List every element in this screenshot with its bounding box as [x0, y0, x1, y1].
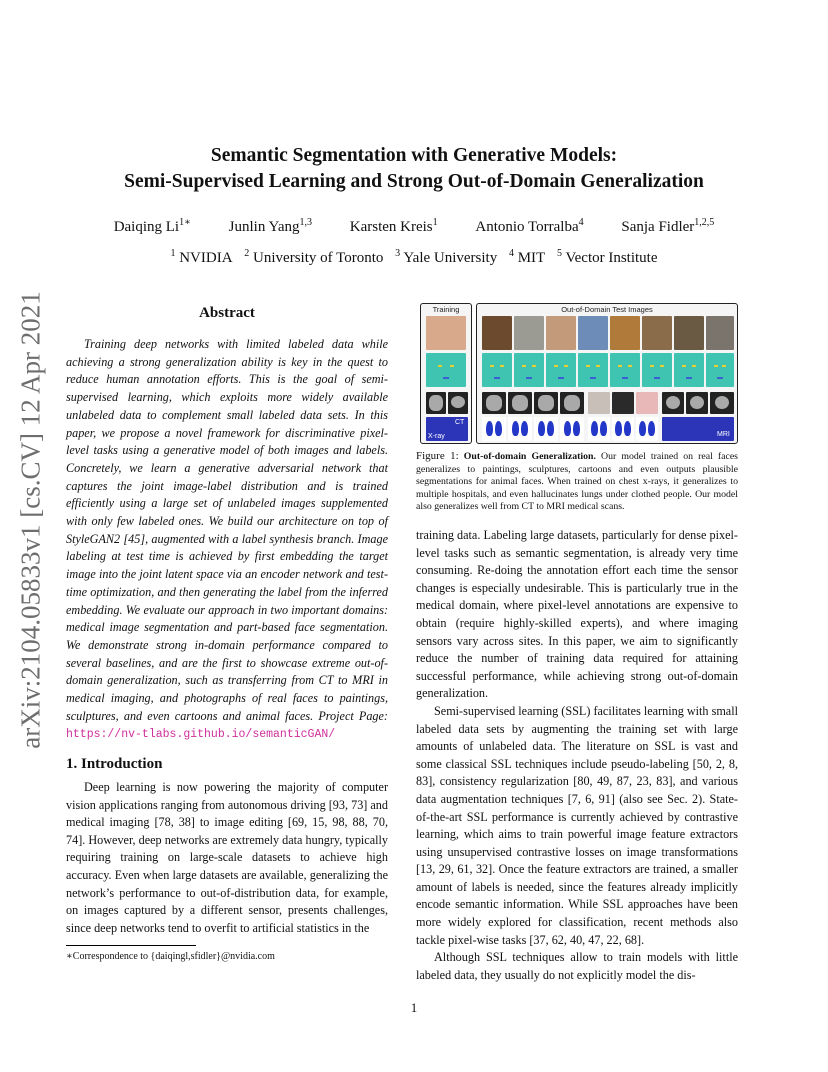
lung-segmentation [560, 417, 584, 441]
arxiv-id: arXiv:2104.05833v1 [cs.CV] 12 Apr 2021 [15, 291, 46, 749]
clothed-person-photo [588, 392, 610, 414]
author: Daiqing $Li^{1∗}$ [113, 217, 191, 235]
segmentation [578, 353, 608, 387]
clothed-person-photo [636, 392, 658, 414]
affiliation: $^5$ Vector Institute [556, 248, 658, 266]
tag-xray: X-ray [428, 433, 445, 440]
xray-image [560, 392, 584, 414]
painting-face [482, 316, 512, 350]
page-number: 1 [410, 1000, 418, 1015]
cat-face [642, 316, 672, 350]
face-segmentation [426, 353, 466, 387]
affiliation-list [70, 248, 758, 267]
mri-image [686, 392, 708, 414]
tag-mri: MRI [717, 431, 730, 438]
title-line-2: Semi-Supervised Learning and Strong Out-of-Domain Generalization [124, 171, 704, 192]
affiliation: $^4$ MIT [508, 248, 546, 266]
segmentation [610, 353, 640, 387]
avatar-face [578, 316, 608, 350]
abstract-heading: Abstract [199, 305, 255, 321]
xray-image [508, 392, 532, 414]
lung-segmentation [482, 417, 506, 441]
tag-ct: CT [455, 419, 465, 426]
training-panel [420, 303, 472, 444]
cartoon-face [546, 316, 576, 350]
clothed-person-photo [612, 392, 634, 414]
author: Antonio Torralba$^4$ [475, 217, 584, 235]
xray-image [426, 392, 446, 414]
lung-segmentation [636, 417, 658, 441]
test-label: Out-of-Domain Test Images [561, 305, 653, 314]
right-column-body [416, 527, 738, 984]
caption-text: Our model trained on real faces generalizes to paintings, sculptures, cartoons and even outputs plausible segmentations for animal faces. When trained on chest x-rays, it generalizes to multiple hospitals, and even hallucinates lungs under clothed people. Our model also generalizes well from CT to MRI medical scans. [416, 451, 738, 512]
pyramid-image [706, 316, 734, 350]
author: Junlin Yang$^{1,3}$ [228, 217, 312, 235]
figure-1 [420, 303, 738, 444]
affiliation: $^1$ NVIDIA [170, 248, 233, 266]
footnote: ∗Correspondence to {daiqingl,sfidler}@nvidia.com [66, 951, 275, 962]
section-heading-introduction: 1. Introduction [66, 756, 163, 772]
figure-1-caption [416, 450, 738, 514]
affiliation: $^2$ University of Toronto [244, 248, 384, 266]
lung-segmentation [588, 417, 610, 441]
segmentation [642, 353, 672, 387]
paragraph: Semi-supervised learning (SSL) facilitates learning with small labeled data sets by augmenting the training set with large amounts of unlabeled data. The literature on SSL is vast and some classical SSL techniques include pseudo-labeling [50, 2, 8, 83], consistency regularization [80, 49, 87, 23, 83], and various data augmentation techniques [7, 6, 91] (also see Sec. 2). State-of-the-art SSL performance is currently achieved by contrastive learning, which aims to train powerful image feature extractors using unsupervised contrastive losses on image transformations [13, 29, 61, 32]. Once the feature extractors are trained, a smaller amount of labels is needed, since the features already implicitly encode semantic information. While SSL approaches have been more widely explored for classification, recent methods also tackle pixel-wise tasks [37, 62, 40, 47, 22, 68]. [416, 703, 738, 947]
introduction-body: Deep learning is now powering the majority of computer vision applications ranging from autonomous driving [93, 73] and medical imaging [78, 38] to image editing [69, 15, 98, 88, 70, 74]. However, deep networks are extremely data hungry, typically requiring training on large-scale datasets to achieve high accuracy. Even when large datasets are available, generalizing the network’s performance to out-of-distribution data, for example, on images captured by a different sensor, presents challenges, since deep networks tend to overfit to artificial statistics in the [66, 780, 388, 935]
mri-image [710, 392, 734, 414]
ct-image [448, 392, 468, 414]
project-page-link[interactable]: https://nv-tlabs.github.io/semanticGAN/ [66, 728, 336, 742]
segmentation [546, 353, 576, 387]
paragraph: Although SSL techniques allow to train models with little labeled data, they usually do not explicitly model the dis- [416, 950, 738, 982]
face-photo [426, 316, 466, 350]
owl-face [674, 316, 704, 350]
paragraph: training data. Labeling large datasets, particularly for dense pixel-level tasks such as semantic segmentation, is already very time consuming. Re-doing the annotation effort each time the sensor changes is especially undesirable. This is particularly true in the medical domain, where pixel-level annotations are expensive to obtain (require highly-skilled experts), and where imaging sensors vary across sites. In this paper, we aim to significantly reduce the number of training data required for attaining successful performance, while achieving strong out-of-domain generalization. [416, 528, 738, 701]
monkey-face [610, 316, 640, 350]
title-line-1: Semantic Segmentation with Generative Models: [210, 145, 618, 166]
segmentation [482, 353, 512, 387]
author: Karsten Kreis$^1$ [349, 217, 438, 235]
footnote-rule [66, 945, 196, 946]
xray-image [534, 392, 558, 414]
xray-image [482, 392, 506, 414]
abstract-body: Training deep networks with limited labeled data while achieving a strong generalization ability is key in the quest to reduce human annotation efforts. This is the goal of semi-supervised learning, which exploits more widely available unlabeled data to complement small labeled data sets. In this paper, we propose a novel framework for discriminative pixel-level tasks using a generative model of both images and labels. Concretely, we learn a generative adversarial network that captures the joint image-label distribution and is trained efficiently using a large set of unlabeled images supplemented with only few labeled ones. We build our architecture on top of StyleGAN2 [45], augmented with a label synthesis branch. Image labeling at test time is achieved by first embedding the target image into the joint latent space via an encoder network and test-time optimization, and then generating the label from the inferred embedding. We evaluate our approach in two important domains: medical image segmentation and part-based face segmentation. We demonstrate strong in-domain performance compared to several baselines, and are the first to showcase extreme out-of-domain generalization, such as transferring from CT to MRI in medical imaging, and photographs of real faces to paintings, sculptures, and even cartoons and animal faces. Project Page: https://nv-tlabs.github.io/semanticGAN/ [66, 337, 388, 742]
sculpture-face [514, 316, 544, 350]
lung-segmentation [612, 417, 634, 441]
caption-label: Figure 1: [416, 450, 459, 462]
segmentation [514, 353, 544, 387]
author-list [70, 217, 758, 236]
paper-title [70, 143, 758, 195]
training-label: Training [432, 305, 460, 314]
caption-bold: Out-of-domain Generalization. [463, 451, 596, 462]
mri-image [662, 392, 684, 414]
lung-segmentation [508, 417, 532, 441]
test-panel [476, 303, 738, 444]
affiliation: $^3$ Yale University [395, 248, 498, 266]
lung-segmentation [534, 417, 558, 441]
segmentation [674, 353, 704, 387]
author: Sanja Fidler$^{1,2,5}$ [621, 217, 715, 235]
arxiv-stamp [6, 280, 56, 760]
segmentation [706, 353, 734, 387]
